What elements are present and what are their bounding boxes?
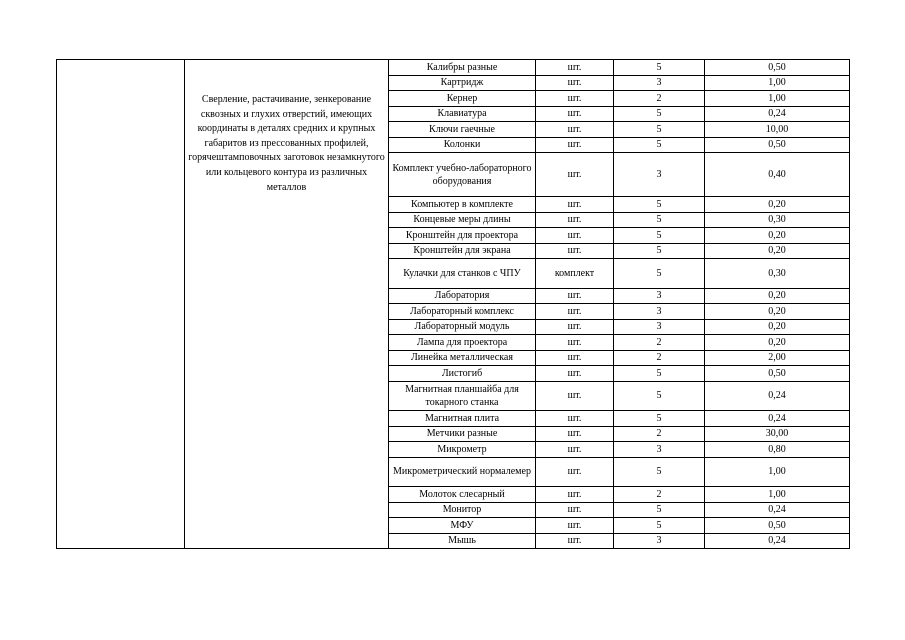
table-row	[57, 60, 850, 76]
item-name-cell: Монитор	[389, 502, 536, 518]
item-name-cell: Концевые меры длины	[389, 212, 536, 228]
item-quantity-cell: 2	[614, 335, 705, 351]
item-value-cell: 1,00	[705, 487, 850, 503]
item-unit-cell: шт.	[536, 366, 614, 382]
item-unit-cell: шт.	[536, 106, 614, 122]
item-name-cell: Линейка металлическая	[389, 350, 536, 366]
item-unit-cell: шт.	[536, 60, 614, 76]
item-unit-cell: шт.	[536, 411, 614, 427]
item-unit-cell: шт.	[536, 319, 614, 335]
item-value-cell: 1,00	[705, 457, 850, 487]
item-name-cell: Комплект учебно-лабораторного оборудования	[389, 153, 536, 197]
item-quantity-cell: 2	[614, 350, 705, 366]
item-value-cell: 0,30	[705, 212, 850, 228]
item-name-cell: Клавиатура	[389, 106, 536, 122]
item-name-cell: Микрометр	[389, 442, 536, 458]
item-unit-cell: шт.	[536, 122, 614, 138]
item-unit-cell: шт.	[536, 381, 614, 411]
item-name-cell: Кулачки для станков с ЧПУ	[389, 259, 536, 289]
item-quantity-cell: 3	[614, 288, 705, 304]
item-name-cell: Магнитная плита	[389, 411, 536, 427]
item-quantity-cell: 5	[614, 457, 705, 487]
item-name-cell: Мышь	[389, 533, 536, 549]
item-value-cell: 0,50	[705, 137, 850, 153]
item-value-cell: 0,20	[705, 335, 850, 351]
item-unit-cell: шт.	[536, 350, 614, 366]
item-value-cell: 0,20	[705, 319, 850, 335]
equipment-table	[56, 59, 850, 549]
item-name-cell: Микрометрический нормалемер	[389, 457, 536, 487]
item-unit-cell: шт.	[536, 212, 614, 228]
item-unit-cell: шт.	[536, 533, 614, 549]
item-name-cell: Лаборатория	[389, 288, 536, 304]
item-unit-cell: шт.	[536, 518, 614, 534]
item-quantity-cell: 3	[614, 304, 705, 320]
item-quantity-cell: 5	[614, 60, 705, 76]
item-value-cell: 0,80	[705, 442, 850, 458]
item-unit-cell: шт.	[536, 335, 614, 351]
item-unit-cell: шт.	[536, 487, 614, 503]
item-value-cell: 0,50	[705, 518, 850, 534]
item-value-cell: 1,00	[705, 75, 850, 91]
item-unit-cell: шт.	[536, 91, 614, 107]
item-quantity-cell: 5	[614, 243, 705, 259]
item-value-cell: 0,50	[705, 366, 850, 382]
item-quantity-cell: 3	[614, 153, 705, 197]
item-value-cell: 0,24	[705, 106, 850, 122]
item-quantity-cell: 5	[614, 228, 705, 244]
item-unit-cell: шт.	[536, 153, 614, 197]
item-unit-cell: шт.	[536, 304, 614, 320]
item-quantity-cell: 2	[614, 91, 705, 107]
item-value-cell: 0,20	[705, 228, 850, 244]
item-value-cell: 0,24	[705, 502, 850, 518]
item-unit-cell: шт.	[536, 288, 614, 304]
item-value-cell: 0,20	[705, 288, 850, 304]
item-value-cell: 0,24	[705, 411, 850, 427]
item-unit-cell: шт.	[536, 457, 614, 487]
item-quantity-cell: 5	[614, 259, 705, 289]
item-name-cell: Метчики разные	[389, 426, 536, 442]
item-value-cell: 0,30	[705, 259, 850, 289]
equipment-table-body	[57, 60, 850, 549]
item-value-cell: 0,50	[705, 60, 850, 76]
item-value-cell: 0,24	[705, 381, 850, 411]
item-quantity-cell: 5	[614, 411, 705, 427]
item-quantity-cell: 3	[614, 75, 705, 91]
item-quantity-cell: 2	[614, 426, 705, 442]
item-quantity-cell: 5	[614, 502, 705, 518]
item-quantity-cell: 2	[614, 487, 705, 503]
item-name-cell: Компьютер в комплекте	[389, 197, 536, 213]
item-name-cell: Магнитная планшайба для токарного станка	[389, 381, 536, 411]
item-unit-cell: шт.	[536, 137, 614, 153]
item-name-cell: Лабораторный модуль	[389, 319, 536, 335]
item-name-cell: Картридж	[389, 75, 536, 91]
item-name-cell: Лабораторный комплекс	[389, 304, 536, 320]
item-name-cell: Колонки	[389, 137, 536, 153]
item-unit-cell: шт.	[536, 75, 614, 91]
item-name-cell: Кернер	[389, 91, 536, 107]
item-name-cell: Ключи гаечные	[389, 122, 536, 138]
item-quantity-cell: 3	[614, 442, 705, 458]
item-name-cell: Кронштейн для проектора	[389, 228, 536, 244]
item-quantity-cell: 5	[614, 106, 705, 122]
item-quantity-cell: 5	[614, 122, 705, 138]
item-value-cell: 1,00	[705, 91, 850, 107]
item-value-cell: 0,20	[705, 243, 850, 259]
item-unit-cell: шт.	[536, 243, 614, 259]
item-quantity-cell: 5	[614, 212, 705, 228]
item-unit-cell: шт.	[536, 228, 614, 244]
item-value-cell: 30,00	[705, 426, 850, 442]
operation-description-cell: Сверление, растачивание, зенкерование сквозных и глухих отверстий, имеющих координаты в деталях средних и крупных габаритов из прессованных профилей, горячештамповочных заготовок незамкнутого или кольцевого контура из различных металлов	[185, 60, 389, 549]
item-name-cell: Кронштейн для экрана	[389, 243, 536, 259]
item-quantity-cell: 5	[614, 197, 705, 213]
item-name-cell: Калибры разные	[389, 60, 536, 76]
item-quantity-cell: 5	[614, 381, 705, 411]
empty-number-cell	[57, 60, 185, 549]
item-name-cell: Листогиб	[389, 366, 536, 382]
item-quantity-cell: 3	[614, 533, 705, 549]
item-value-cell: 0,24	[705, 533, 850, 549]
item-quantity-cell: 5	[614, 366, 705, 382]
item-value-cell: 0,20	[705, 304, 850, 320]
item-quantity-cell: 3	[614, 319, 705, 335]
item-value-cell: 0,20	[705, 197, 850, 213]
item-quantity-cell: 5	[614, 518, 705, 534]
item-quantity-cell: 5	[614, 137, 705, 153]
item-value-cell: 0,40	[705, 153, 850, 197]
item-name-cell: Молоток слесарный	[389, 487, 536, 503]
item-unit-cell: шт.	[536, 502, 614, 518]
item-name-cell: Лампа для проектора	[389, 335, 536, 351]
item-unit-cell: комплект	[536, 259, 614, 289]
item-value-cell: 2,00	[705, 350, 850, 366]
item-unit-cell: шт.	[536, 426, 614, 442]
item-unit-cell: шт.	[536, 197, 614, 213]
item-name-cell: МФУ	[389, 518, 536, 534]
item-value-cell: 10,00	[705, 122, 850, 138]
item-unit-cell: шт.	[536, 442, 614, 458]
